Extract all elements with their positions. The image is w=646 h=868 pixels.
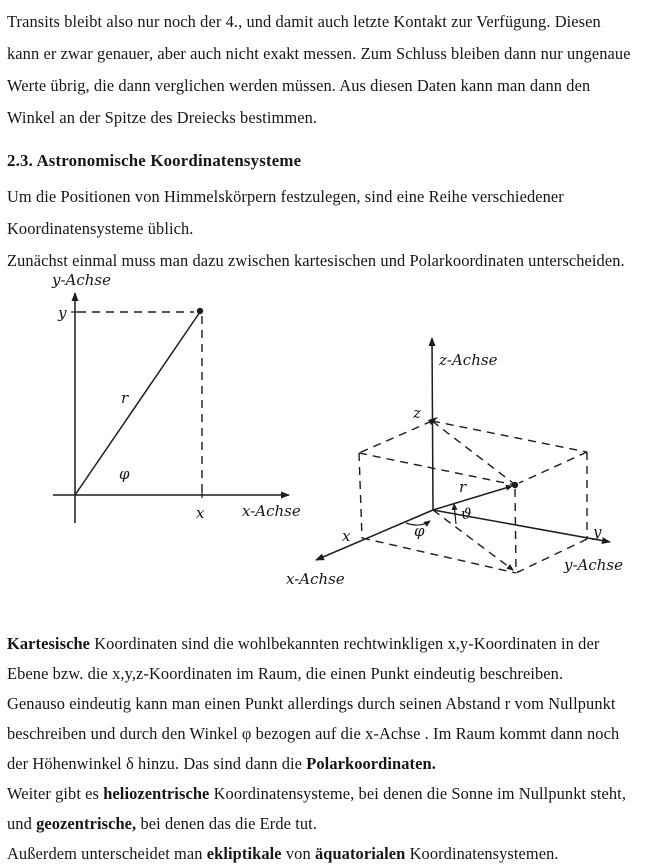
z-value-label: z	[413, 404, 421, 422]
text-line: Um die Positionen von Himmelskörpern festzulegen, sind eine Reihe verschiedener	[7, 187, 564, 206]
x-axis-label: x-Achse	[286, 570, 345, 588]
text-line	[7, 749, 644, 779]
labels-3d	[286, 351, 623, 588]
x-axis-label: x-Achse	[242, 502, 301, 520]
body-paragraph	[7, 629, 644, 868]
section-heading: 2.3. Astronomische Koordinatensysteme	[7, 151, 302, 170]
text-line	[7, 689, 644, 719]
text-segment: von	[281, 844, 315, 863]
theta-label: ϑ	[461, 505, 472, 523]
bold-term: äquatorialen	[314, 844, 406, 863]
r-vector	[75, 312, 200, 495]
x-value-label: x	[342, 527, 351, 545]
bold-term: Polarkoordinaten.	[306, 754, 436, 773]
bold-term: heliozentrische	[103, 784, 210, 803]
text-segment: Koordinaten sind die wohlbekannten rechtwinkligen x,y-Koordinaten in der	[90, 634, 600, 653]
y-axis-line	[433, 510, 610, 542]
phi-label: φ	[414, 522, 425, 540]
y-value-label: y	[593, 523, 602, 541]
z-axis-label: z-Achse	[439, 351, 498, 369]
text-line	[7, 659, 644, 689]
r-plane-top-edge	[432, 421, 513, 483]
text-segment: Weiter gibt es	[7, 784, 104, 803]
text-segment: beschreiben und durch den Winkel φ bezogen auf die x-Achse . Im Raum kommt dann noch	[7, 724, 620, 743]
text-line	[7, 839, 644, 868]
point-dot	[512, 482, 518, 488]
text-segment: Außerdem unterscheidet man	[7, 844, 207, 863]
r-label: r	[121, 389, 129, 407]
text-segment: Koordinatensysteme, bei denen die Sonne im Nullpunkt steht,	[209, 784, 627, 803]
box-edge	[359, 453, 515, 485]
axes-3d	[316, 338, 610, 560]
bold-term: Kartesische	[7, 634, 91, 653]
text-line: Winkel an der Spitze des Dreiecks bestimmen.	[7, 108, 318, 127]
text-line	[7, 779, 644, 809]
section-paragraph	[7, 181, 644, 277]
phi-label: φ	[119, 465, 130, 483]
r-vector	[433, 486, 512, 510]
text-line	[7, 629, 644, 659]
box-3d	[359, 421, 587, 573]
x-value-label: x	[196, 504, 205, 522]
cartesian-3d-diagram	[280, 330, 640, 592]
text-line: Werte übrig, die dann verglichen werden müssen. Aus diesen Daten kann man dann den	[7, 76, 591, 95]
text-line	[7, 809, 644, 839]
point-dot	[197, 308, 203, 314]
text-line: Zunächst einmal muss man dazu zwischen kartesischen und Polarkoordinaten unterscheiden.	[7, 251, 625, 270]
text-segment: der Höhenwinkel δ hinzu. Das sind dann die	[7, 754, 307, 773]
text-line: Koordinatensysteme üblich.	[7, 219, 194, 238]
box-edge	[515, 489, 516, 572]
text-line: kann er zwar genauer, aber auch nicht exakt messen. Zum Schluss bleiben dann nur ungenaue	[7, 44, 631, 63]
text-line	[7, 719, 644, 749]
axes-2d	[53, 293, 289, 523]
text-segment: Koordinatensystemen.	[405, 844, 559, 863]
text-segment: bei denen das die Erde tut.	[136, 814, 318, 833]
point-construction-2d	[75, 308, 203, 495]
y-value-label: y	[58, 304, 67, 322]
box-edge	[519, 452, 587, 483]
labels-2d	[51, 271, 301, 522]
y-axis-label: y-Achse	[52, 271, 112, 289]
box-edge	[359, 453, 362, 538]
bold-term: geozentrische,	[36, 814, 137, 833]
text-segment: Genauso eindeutig kann man einen Punkt allerdings durch seinen Abstand r vom Nullpunkt	[7, 694, 616, 713]
cartesian-2d-diagram	[40, 266, 310, 532]
r-label: r	[459, 478, 467, 496]
box-edge	[432, 421, 587, 452]
z-axis-line	[432, 338, 433, 510]
r-projection	[433, 510, 513, 570]
text-segment: und	[7, 814, 37, 833]
y-axis-label: y-Achse	[564, 556, 624, 574]
intro-paragraph	[7, 6, 644, 134]
text-segment: Ebene bzw. die x,y,z-Koordinaten im Raum, die einen Punkt eindeutig beschreiben.	[7, 664, 564, 683]
bold-term: ekliptikale	[206, 844, 282, 863]
box-edge	[359, 421, 432, 453]
text-line: Transits bleibt also nur noch der 4., und damit auch letzte Kontakt zur Verfügung. Diesen	[7, 12, 601, 31]
